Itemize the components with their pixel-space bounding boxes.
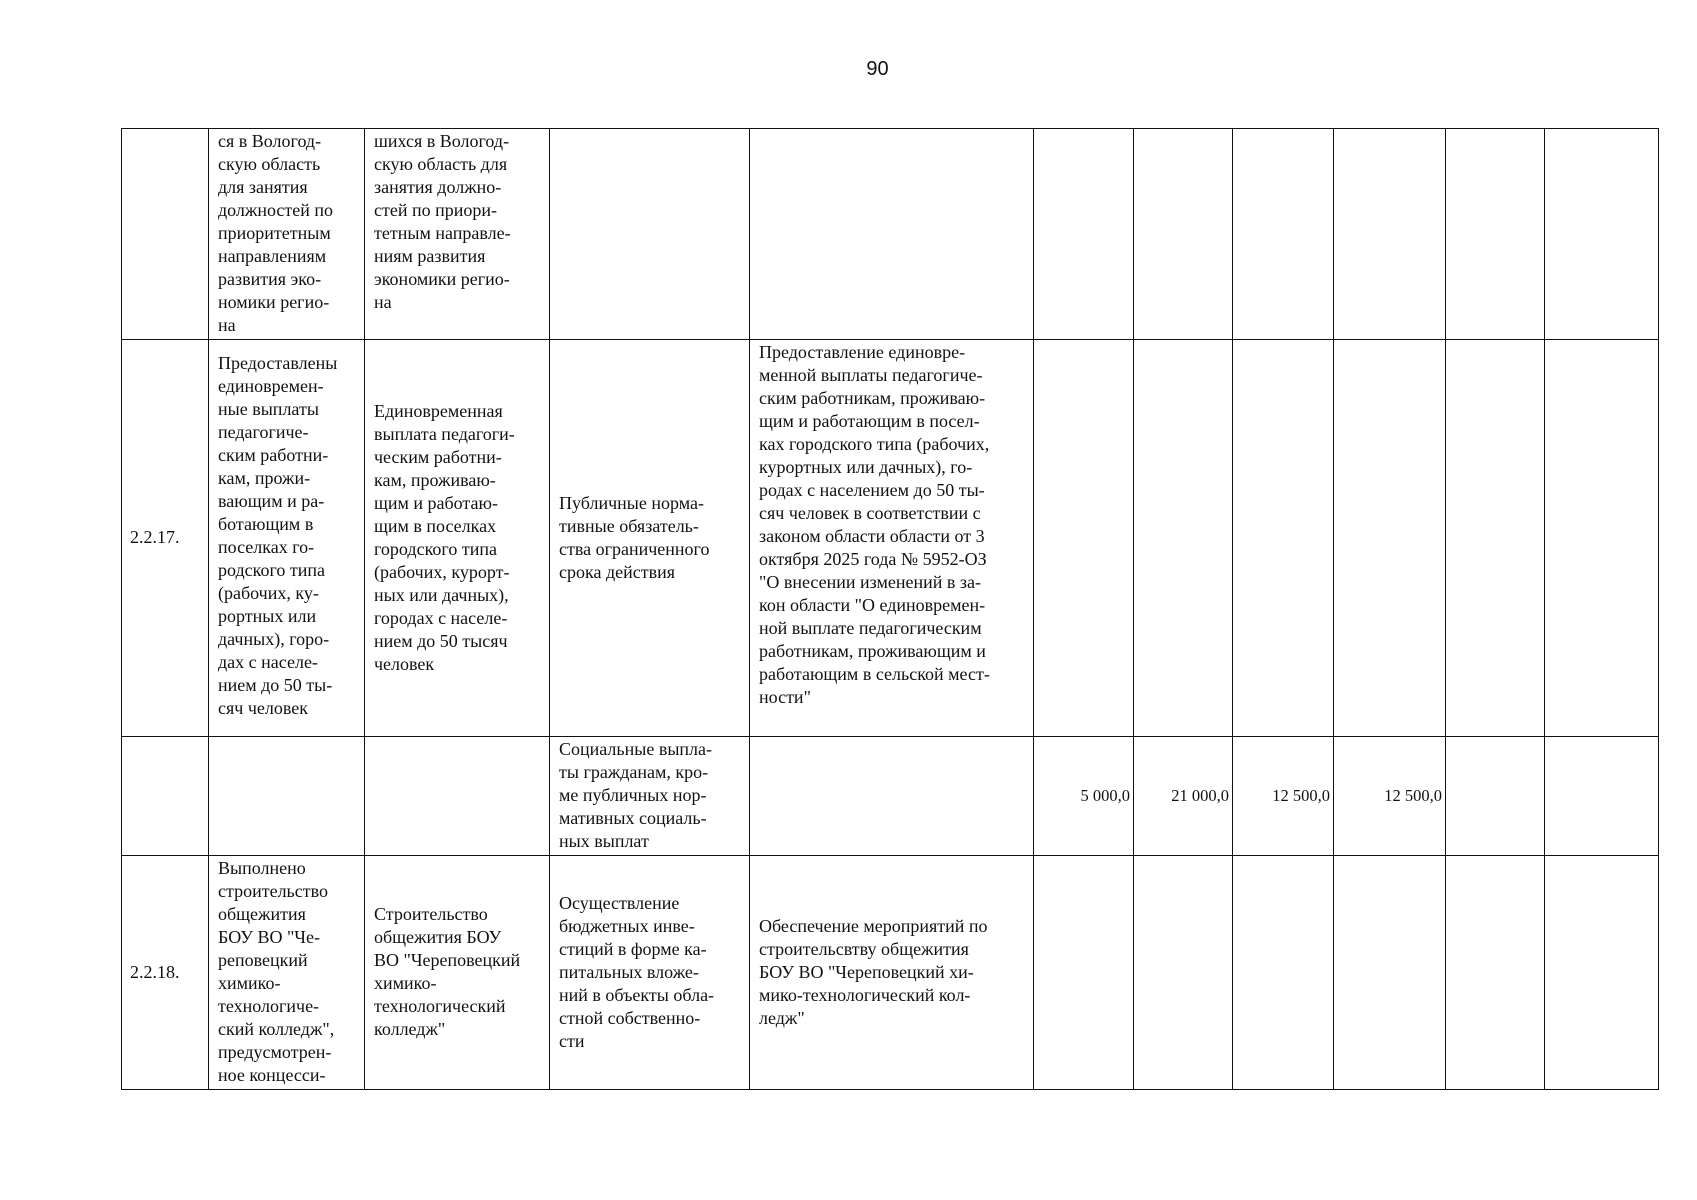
amount-cell-4: 12 500,0 bbox=[1334, 737, 1446, 856]
measure-cell: Строительство общежития БОУ ВО "Череповецкий химико- технологический колледж" bbox=[365, 856, 550, 1090]
amount-cell-3: 12 500,0 bbox=[1233, 737, 1334, 856]
amount-cell-1 bbox=[1034, 856, 1134, 1090]
program-measures-table bbox=[121, 128, 1659, 1090]
amount-cell-4 bbox=[1334, 340, 1446, 737]
measure-cell: шихся в Вологод- скую область для занятия должно- стей по приори- тетным направле- ниям развития экономики регио- на bbox=[365, 129, 550, 340]
row-code-cell bbox=[122, 737, 209, 856]
amount-cell-4 bbox=[1334, 129, 1446, 340]
row-code-cell: 2.2.18. bbox=[122, 856, 209, 1090]
result-cell: Предоставлены единовремен- ные выплаты педагогиче- ским работни- кам, прожи- вающим и ра- ботающим в поселках го- родского типа (рабочих, ку- рортных или дачных), горо- дах с населе- нием до 50 ты- сяч человек bbox=[209, 340, 365, 737]
description-cell bbox=[750, 737, 1034, 856]
table-row bbox=[122, 856, 1659, 1090]
row-code-cell: 2.2.17. bbox=[122, 340, 209, 737]
amount-cell-3 bbox=[1233, 856, 1334, 1090]
expense-type-cell bbox=[550, 129, 750, 340]
table-row bbox=[122, 129, 1659, 340]
amount-cell-1 bbox=[1034, 340, 1134, 737]
amount-cell-5 bbox=[1446, 856, 1545, 1090]
amount-cell-2 bbox=[1134, 340, 1233, 737]
amount-cell-5 bbox=[1446, 129, 1545, 340]
amount-cell-3 bbox=[1233, 340, 1334, 737]
description-cell: Предоставление единовре- менной выплаты педагогиче- ским работникам, проживаю- щим и работающим в посел- ках городского типа (рабочих, курортных или дачных), го- родах с населением до 50 ты- сяч человек в соответствии с законом области области от 3 октября 2025 года № 5952-ОЗ "О внесении изменений в за- кон области "О единовремен- ной выплате педагогическим работникам, проживающим и работающим в сельской мест- ности" bbox=[750, 340, 1034, 737]
table-row bbox=[122, 340, 1659, 737]
description-cell bbox=[750, 129, 1034, 340]
amount-cell-6 bbox=[1545, 129, 1659, 340]
amount-cell-6 bbox=[1545, 340, 1659, 737]
result-cell bbox=[209, 737, 365, 856]
amount-cell-1: 5 000,0 bbox=[1034, 737, 1134, 856]
result-cell: ся в Вологод- скую область для занятия должностей по приоритетным направлениям развития эко- номики регио- на bbox=[209, 129, 365, 340]
description-cell: Обеспечение мероприятий по строительсвтву общежития БОУ ВО "Череповецкий хи- мико-технологический кол- ледж" bbox=[750, 856, 1034, 1090]
amount-cell-1 bbox=[1034, 129, 1134, 340]
amount-cell-5 bbox=[1446, 340, 1545, 737]
amount-cell-3 bbox=[1233, 129, 1334, 340]
result-cell: Выполнено строительство общежития БОУ ВО "Че- реповецкий химико- технологиче- ский колледж", предусмотрен- ное концесси- bbox=[209, 856, 365, 1090]
expense-type-cell: Социальные выпла- ты гражданам, кро- ме публичных нор- мативных социаль- ных выплат bbox=[550, 737, 750, 856]
amount-cell-4 bbox=[1334, 856, 1446, 1090]
amount-cell-6 bbox=[1545, 737, 1659, 856]
measure-cell: Единовременная выплата педагоги- ческим работни- кам, проживаю- щим и работаю- щим в поселках городского типа (рабочих, курорт- ных или дачных), городах с населе- нием до 50 тысяч человек bbox=[365, 340, 550, 737]
row-code-cell bbox=[122, 129, 209, 340]
amount-cell-6 bbox=[1545, 856, 1659, 1090]
expense-type-cell: Осуществление бюджетных инве- стиций в форме ка- питальных вложе- ний в объекты обла- стной собственно- сти bbox=[550, 856, 750, 1090]
expense-type-cell: Публичные норма- тивные обязатель- ства ограниченного срока действия bbox=[550, 340, 750, 737]
table-row bbox=[122, 737, 1659, 856]
amount-cell-5 bbox=[1446, 737, 1545, 856]
measure-cell bbox=[365, 737, 550, 856]
amount-cell-2: 21 000,0 bbox=[1134, 737, 1233, 856]
page-number: 90 bbox=[866, 58, 889, 80]
amount-cell-2 bbox=[1134, 856, 1233, 1090]
amount-cell-2 bbox=[1134, 129, 1233, 340]
